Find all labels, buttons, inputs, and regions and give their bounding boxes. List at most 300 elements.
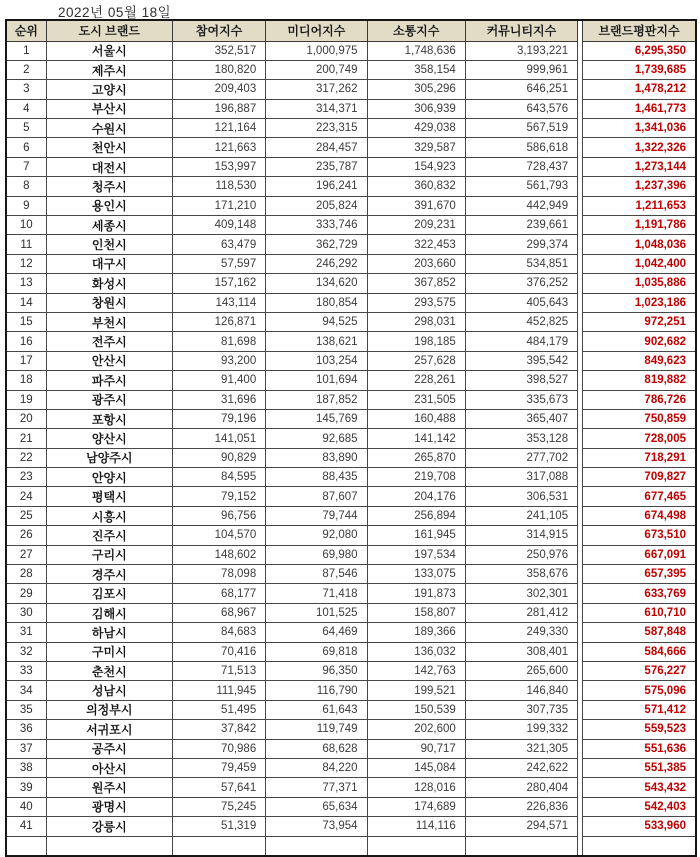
participation-index-cell: 111,945 [172, 681, 265, 700]
community-index-cell: 3,193,221 [465, 41, 577, 60]
rank-cell: 15 [6, 312, 46, 331]
table-row [6, 700, 696, 719]
communication-index-cell: 191,873 [367, 584, 465, 603]
city-name-cell: 부천시 [46, 312, 172, 331]
brand-reputation-score-cell: 587,848 [583, 623, 696, 642]
communication-index-cell: 219,708 [367, 468, 465, 487]
column-header-brand-reputation-index: 브랜드평판지수 [583, 20, 696, 41]
brand-reputation-score-cell: 819,882 [583, 371, 696, 390]
brand-reputation-score-cell: 6,295,350 [583, 41, 696, 60]
community-index-cell: 146,840 [465, 681, 577, 700]
participation-index-cell: 79,196 [172, 409, 265, 428]
brand-reputation-score-cell: 571,412 [583, 700, 696, 719]
participation-index-cell: 409,148 [172, 216, 265, 235]
rank-cell: 32 [6, 642, 46, 661]
brand-reputation-score-cell: 1,048,036 [583, 235, 696, 254]
city-name-cell: 청주시 [46, 177, 172, 196]
brand-reputation-score-cell: 1,042,400 [583, 254, 696, 273]
rank-cell: 19 [6, 390, 46, 409]
participation-index-cell: 31,696 [172, 390, 265, 409]
brand-reputation-score-cell: 750,859 [583, 409, 696, 428]
table-row-partial [6, 836, 696, 856]
city-name-cell: 광명시 [46, 797, 172, 816]
participation-index-cell: 352,517 [172, 41, 265, 60]
city-name-cell: 파주시 [46, 371, 172, 390]
empty-cell [266, 836, 367, 856]
participation-index-cell: 148,602 [172, 545, 265, 564]
media-index-cell: 69,818 [266, 642, 367, 661]
table-row [6, 157, 696, 176]
city-name-cell: 천안시 [46, 138, 172, 157]
community-index-cell: 308,401 [465, 642, 577, 661]
column-header-community-index: 커뮤니티지수 [465, 20, 577, 41]
media-index-cell: 362,729 [266, 235, 367, 254]
participation-index-cell: 70,986 [172, 739, 265, 758]
participation-index-cell: 196,887 [172, 99, 265, 118]
brand-reputation-score-cell: 1,237,396 [583, 177, 696, 196]
community-index-cell: 321,305 [465, 739, 577, 758]
city-brand-ranking-table [5, 19, 697, 857]
brand-reputation-score-cell: 673,510 [583, 526, 696, 545]
table-row [6, 797, 696, 816]
brand-reputation-score-cell: 1,322,326 [583, 138, 696, 157]
rank-cell: 41 [6, 817, 46, 836]
brand-reputation-score-cell: 584,666 [583, 642, 696, 661]
city-name-cell: 평택시 [46, 487, 172, 506]
empty-cell [465, 836, 577, 856]
communication-index-cell: 154,923 [367, 157, 465, 176]
rank-cell: 24 [6, 487, 46, 506]
media-index-cell: 96,350 [266, 662, 367, 681]
city-name-cell: 구리시 [46, 545, 172, 564]
community-index-cell: 249,330 [465, 623, 577, 642]
table-row [6, 642, 696, 661]
participation-index-cell: 37,842 [172, 720, 265, 739]
column-header-communication-index: 소통지수 [367, 20, 465, 41]
participation-index-cell: 51,319 [172, 817, 265, 836]
brand-reputation-score-cell: 1,461,773 [583, 99, 696, 118]
brand-reputation-score-cell: 1,341,036 [583, 119, 696, 138]
communication-index-cell: 145,084 [367, 758, 465, 777]
rank-cell: 25 [6, 506, 46, 525]
city-name-cell: 김포시 [46, 584, 172, 603]
city-name-cell: 대구시 [46, 254, 172, 273]
rank-cell: 11 [6, 235, 46, 254]
table-row [6, 119, 696, 138]
communication-index-cell: 306,939 [367, 99, 465, 118]
media-index-cell: 223,315 [266, 119, 367, 138]
rank-cell: 36 [6, 720, 46, 739]
participation-index-cell: 84,595 [172, 468, 265, 487]
media-index-cell: 205,824 [266, 196, 367, 215]
media-index-cell: 101,525 [266, 603, 367, 622]
community-index-cell: 250,976 [465, 545, 577, 564]
city-name-cell: 인천시 [46, 235, 172, 254]
participation-index-cell: 180,820 [172, 60, 265, 79]
community-index-cell: 365,407 [465, 409, 577, 428]
table-row [6, 196, 696, 215]
media-index-cell: 71,418 [266, 584, 367, 603]
participation-index-cell: 57,641 [172, 778, 265, 797]
rank-cell: 35 [6, 700, 46, 719]
city-name-cell: 수원시 [46, 119, 172, 138]
media-index-cell: 119,749 [266, 720, 367, 739]
table-row [6, 293, 696, 312]
participation-index-cell: 68,967 [172, 603, 265, 622]
rank-cell: 7 [6, 157, 46, 176]
table-row [6, 138, 696, 157]
table-row [6, 216, 696, 235]
table-row [6, 80, 696, 99]
city-name-cell: 경주시 [46, 565, 172, 584]
communication-index-cell: 133,075 [367, 565, 465, 584]
participation-index-cell: 90,829 [172, 448, 265, 467]
city-name-cell: 화성시 [46, 274, 172, 293]
participation-index-cell: 153,997 [172, 157, 265, 176]
media-index-cell: 77,371 [266, 778, 367, 797]
brand-reputation-score-cell: 972,251 [583, 312, 696, 331]
table-row [6, 468, 696, 487]
table-row [6, 332, 696, 351]
participation-index-cell: 104,570 [172, 526, 265, 545]
brand-reputation-score-cell: 709,827 [583, 468, 696, 487]
community-index-cell: 239,661 [465, 216, 577, 235]
media-index-cell: 87,607 [266, 487, 367, 506]
communication-index-cell: 231,505 [367, 390, 465, 409]
media-index-cell: 116,790 [266, 681, 367, 700]
community-index-cell: 646,251 [465, 80, 577, 99]
brand-reputation-score-cell: 849,623 [583, 351, 696, 370]
communication-index-cell: 150,539 [367, 700, 465, 719]
communication-index-cell: 189,366 [367, 623, 465, 642]
table-row [6, 565, 696, 584]
table-row [6, 720, 696, 739]
brand-reputation-score-cell: 718,291 [583, 448, 696, 467]
community-index-cell: 302,301 [465, 584, 577, 603]
communication-index-cell: 360,832 [367, 177, 465, 196]
table-row [6, 351, 696, 370]
participation-index-cell: 121,164 [172, 119, 265, 138]
media-index-cell: 246,292 [266, 254, 367, 273]
community-index-cell: 226,836 [465, 797, 577, 816]
rank-cell: 28 [6, 565, 46, 584]
participation-index-cell: 68,177 [172, 584, 265, 603]
city-name-cell: 구미시 [46, 642, 172, 661]
city-name-cell: 시흥시 [46, 506, 172, 525]
community-index-cell: 398,527 [465, 371, 577, 390]
brand-reputation-score-cell: 1,739,685 [583, 60, 696, 79]
column-header-participation-index: 참여지수 [172, 20, 265, 41]
communication-index-cell: 429,038 [367, 119, 465, 138]
communication-index-cell: 197,534 [367, 545, 465, 564]
city-name-cell: 성남시 [46, 681, 172, 700]
community-index-cell: 728,437 [465, 157, 577, 176]
communication-index-cell: 298,031 [367, 312, 465, 331]
rank-cell: 1 [6, 41, 46, 60]
communication-index-cell: 257,628 [367, 351, 465, 370]
rank-cell: 29 [6, 584, 46, 603]
table-body [6, 41, 696, 856]
rank-cell: 5 [6, 119, 46, 138]
city-name-cell: 서울시 [46, 41, 172, 60]
media-index-cell: 88,435 [266, 468, 367, 487]
community-index-cell: 395,542 [465, 351, 577, 370]
brand-reputation-score-cell: 543,432 [583, 778, 696, 797]
brand-reputation-score-cell: 677,465 [583, 487, 696, 506]
rank-cell: 8 [6, 177, 46, 196]
community-index-cell: 586,618 [465, 138, 577, 157]
participation-index-cell: 79,459 [172, 758, 265, 777]
participation-index-cell: 143,114 [172, 293, 265, 312]
brand-reputation-score-cell: 633,769 [583, 584, 696, 603]
brand-reputation-score-cell: 576,227 [583, 662, 696, 681]
city-name-cell: 의정부시 [46, 700, 172, 719]
city-name-cell: 서귀포시 [46, 720, 172, 739]
rank-cell: 39 [6, 778, 46, 797]
brand-reputation-score-cell: 1,191,786 [583, 216, 696, 235]
table-row [6, 506, 696, 525]
communication-index-cell: 329,587 [367, 138, 465, 157]
participation-index-cell: 81,698 [172, 332, 265, 351]
table-row [6, 584, 696, 603]
brand-reputation-score-cell: 533,960 [583, 817, 696, 836]
participation-index-cell: 79,152 [172, 487, 265, 506]
brand-reputation-score-cell: 657,395 [583, 565, 696, 584]
column-header-media-index: 미디어지수 [266, 20, 367, 41]
brand-reputation-score-cell: 667,091 [583, 545, 696, 564]
communication-index-cell: 228,261 [367, 371, 465, 390]
media-index-cell: 92,080 [266, 526, 367, 545]
table-row [6, 487, 696, 506]
media-index-cell: 235,787 [266, 157, 367, 176]
table-row [6, 758, 696, 777]
communication-index-cell: 204,176 [367, 487, 465, 506]
media-index-cell: 92,685 [266, 429, 367, 448]
rank-cell: 34 [6, 681, 46, 700]
community-index-cell: 241,105 [465, 506, 577, 525]
participation-index-cell: 78,098 [172, 565, 265, 584]
community-index-cell: 242,622 [465, 758, 577, 777]
rank-cell: 13 [6, 274, 46, 293]
communication-index-cell: 160,488 [367, 409, 465, 428]
media-index-cell: 84,220 [266, 758, 367, 777]
brand-reputation-score-cell: 575,096 [583, 681, 696, 700]
brand-reputation-score-cell: 559,523 [583, 720, 696, 739]
communication-index-cell: 199,521 [367, 681, 465, 700]
community-index-cell: 299,374 [465, 235, 577, 254]
communication-index-cell: 203,660 [367, 254, 465, 273]
communication-index-cell: 367,852 [367, 274, 465, 293]
community-index-cell: 353,128 [465, 429, 577, 448]
community-index-cell: 199,332 [465, 720, 577, 739]
rank-cell: 18 [6, 371, 46, 390]
brand-reputation-score-cell: 1,273,144 [583, 157, 696, 176]
table-row [6, 662, 696, 681]
media-index-cell: 284,457 [266, 138, 367, 157]
media-index-cell: 187,852 [266, 390, 367, 409]
city-name-cell: 춘천시 [46, 662, 172, 681]
table-row [6, 681, 696, 700]
communication-index-cell: 1,748,636 [367, 41, 465, 60]
media-index-cell: 103,254 [266, 351, 367, 370]
participation-index-cell: 70,416 [172, 642, 265, 661]
communication-index-cell: 90,717 [367, 739, 465, 758]
brand-reputation-score-cell: 674,498 [583, 506, 696, 525]
media-index-cell: 68,628 [266, 739, 367, 758]
rank-cell: 20 [6, 409, 46, 428]
rank-cell: 31 [6, 623, 46, 642]
media-index-cell: 134,620 [266, 274, 367, 293]
city-name-cell: 용인시 [46, 196, 172, 215]
media-index-cell: 101,694 [266, 371, 367, 390]
participation-index-cell: 157,162 [172, 274, 265, 293]
communication-index-cell: 293,575 [367, 293, 465, 312]
table-row [6, 254, 696, 273]
table-row [6, 177, 696, 196]
media-index-cell: 196,241 [266, 177, 367, 196]
table-row [6, 429, 696, 448]
participation-index-cell: 71,513 [172, 662, 265, 681]
rank-cell: 12 [6, 254, 46, 273]
brand-reputation-score-cell: 542,403 [583, 797, 696, 816]
rank-cell: 4 [6, 99, 46, 118]
city-name-cell: 강릉시 [46, 817, 172, 836]
table-row [6, 41, 696, 60]
empty-cell [583, 836, 696, 856]
rank-cell: 37 [6, 739, 46, 758]
community-index-cell: 452,825 [465, 312, 577, 331]
community-index-cell: 314,915 [465, 526, 577, 545]
rank-cell: 38 [6, 758, 46, 777]
city-name-cell: 안양시 [46, 468, 172, 487]
media-index-cell: 1,000,975 [266, 41, 367, 60]
rank-cell: 9 [6, 196, 46, 215]
city-name-cell: 아산시 [46, 758, 172, 777]
rank-cell: 27 [6, 545, 46, 564]
table-row [6, 739, 696, 758]
empty-cell [367, 836, 465, 856]
communication-index-cell: 391,670 [367, 196, 465, 215]
header-row [6, 20, 696, 41]
community-index-cell: 335,673 [465, 390, 577, 409]
column-header-rank: 순위 [6, 20, 46, 41]
city-name-cell: 고양시 [46, 80, 172, 99]
media-index-cell: 73,954 [266, 817, 367, 836]
rank-cell: 17 [6, 351, 46, 370]
brand-reputation-score-cell: 902,682 [583, 332, 696, 351]
participation-index-cell: 91,400 [172, 371, 265, 390]
community-index-cell: 376,252 [465, 274, 577, 293]
communication-index-cell: 114,116 [367, 817, 465, 836]
city-name-cell: 진주시 [46, 526, 172, 545]
communication-index-cell: 305,296 [367, 80, 465, 99]
table-row [6, 274, 696, 293]
communication-index-cell: 161,945 [367, 526, 465, 545]
participation-index-cell: 126,871 [172, 312, 265, 331]
table-row [6, 371, 696, 390]
participation-index-cell: 121,663 [172, 138, 265, 157]
communication-index-cell: 198,185 [367, 332, 465, 351]
media-index-cell: 180,854 [266, 293, 367, 312]
participation-index-cell: 57,597 [172, 254, 265, 273]
city-name-cell: 대전시 [46, 157, 172, 176]
community-index-cell: 294,571 [465, 817, 577, 836]
city-name-cell: 원주시 [46, 778, 172, 797]
community-index-cell: 643,576 [465, 99, 577, 118]
community-index-cell: 442,949 [465, 196, 577, 215]
rank-cell: 40 [6, 797, 46, 816]
empty-cell [6, 836, 46, 856]
communication-index-cell: 158,807 [367, 603, 465, 622]
rank-cell: 3 [6, 80, 46, 99]
media-index-cell: 138,621 [266, 332, 367, 351]
media-index-cell: 317,262 [266, 80, 367, 99]
media-index-cell: 65,634 [266, 797, 367, 816]
communication-index-cell: 265,870 [367, 448, 465, 467]
community-index-cell: 307,735 [465, 700, 577, 719]
table-row [6, 60, 696, 79]
communication-index-cell: 358,154 [367, 60, 465, 79]
city-name-cell: 하남시 [46, 623, 172, 642]
city-name-cell: 광주시 [46, 390, 172, 409]
table-row [6, 623, 696, 642]
communication-index-cell: 202,600 [367, 720, 465, 739]
community-index-cell: 277,702 [465, 448, 577, 467]
brand-reputation-score-cell: 1,478,212 [583, 80, 696, 99]
city-name-cell: 부산시 [46, 99, 172, 118]
table-row [6, 99, 696, 118]
participation-index-cell: 141,051 [172, 429, 265, 448]
table-row [6, 235, 696, 254]
city-name-cell: 남양주시 [46, 448, 172, 467]
communication-index-cell: 136,032 [367, 642, 465, 661]
communication-index-cell: 174,689 [367, 797, 465, 816]
city-name-cell: 전주시 [46, 332, 172, 351]
community-index-cell: 281,412 [465, 603, 577, 622]
participation-index-cell: 171,210 [172, 196, 265, 215]
rank-cell: 33 [6, 662, 46, 681]
brand-reputation-score-cell: 1,023,186 [583, 293, 696, 312]
communication-index-cell: 141,142 [367, 429, 465, 448]
community-index-cell: 306,531 [465, 487, 577, 506]
brand-reputation-score-cell: 728,005 [583, 429, 696, 448]
media-index-cell: 200,749 [266, 60, 367, 79]
media-index-cell: 87,546 [266, 565, 367, 584]
participation-index-cell: 96,756 [172, 506, 265, 525]
community-index-cell: 534,851 [465, 254, 577, 273]
city-name-cell: 공주시 [46, 739, 172, 758]
communication-index-cell: 256,894 [367, 506, 465, 525]
rank-cell: 14 [6, 293, 46, 312]
communication-index-cell: 128,016 [367, 778, 465, 797]
brand-reputation-score-cell: 1,211,653 [583, 196, 696, 215]
media-index-cell: 314,371 [266, 99, 367, 118]
brand-reputation-score-cell: 1,035,886 [583, 274, 696, 293]
participation-index-cell: 75,245 [172, 797, 265, 816]
rank-cell: 23 [6, 468, 46, 487]
community-index-cell: 358,676 [465, 565, 577, 584]
media-index-cell: 61,643 [266, 700, 367, 719]
media-index-cell: 333,746 [266, 216, 367, 235]
table-row [6, 448, 696, 467]
table-row [6, 390, 696, 409]
table-row [6, 409, 696, 428]
participation-index-cell: 118,530 [172, 177, 265, 196]
empty-cell [172, 836, 265, 856]
table-row [6, 603, 696, 622]
table-row [6, 817, 696, 836]
brand-reputation-score-cell: 610,710 [583, 603, 696, 622]
